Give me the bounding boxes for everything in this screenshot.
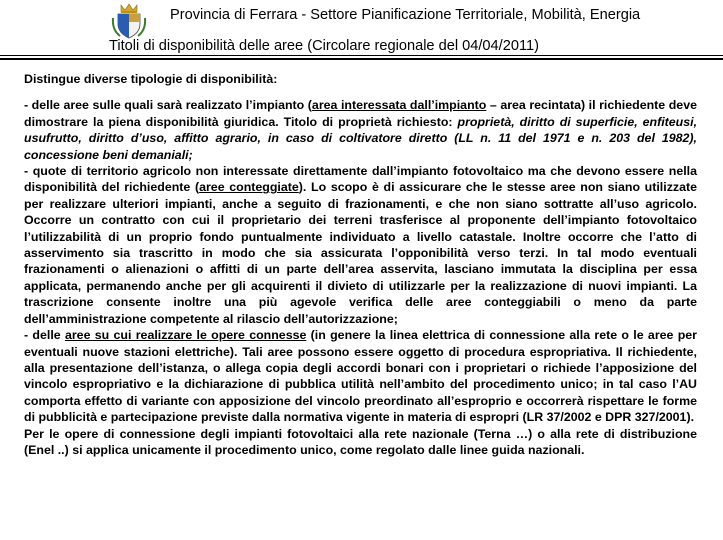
text-segment: (in genere la linea elettrica di connessione alla rete o le aree per eventuali nuove stazioni elettriche). Tali aree possono essere oggetto di procedura espropriativa. Il richiedente, alla presentazione dell’istanza, o allega copia degli accordi bonari con i proprietari o richiede l’apposizione del vincolo espropriativo e la dichiarazione di pubblica utilità nell’ambito del procedimento unico; in tal caso l’AU comporta effetto di variante con apposizione del vincolo preordinato all’esproprio e occorrerà rispettare le forme di pubblicità e partecipazione previste dalla normativa vigente in materia di espropri (LR 37/2002 e DPR 327/2001). (24, 328, 698, 425)
intro-paragraph: Distingue diverse tipologie di disponibilità: (24, 72, 278, 86)
paragraph-aree-conteggiate (24, 163, 697, 327)
header-divider (0, 55, 723, 56)
page-title: Provincia di Ferrara - Settore Pianificazione Territoriale, Mobilità, Energia (170, 7, 641, 23)
underlined-term: aree conteggiate (199, 180, 299, 195)
text-segment: - delle aree sulle quali sarà realizzato l’impianto ( (24, 98, 312, 113)
italic-title-list: proprietà, diritto di superficie, enfiteusi, usufrutto, diritto d’uso, affitto agrario, in caso di coltivatore diretto (LL n. 11 del 1971 e n. 203 del 1982), concessione beni demaniali; (24, 114, 698, 162)
underlined-term: aree su cui realizzare le opere connesse (64, 328, 307, 343)
document-body (24, 71, 697, 458)
text-segment: ). Lo scopo è di assicurare che le stesse aree non siano utilizzate per realizzare ulteriori impianti, anche a seguito di frazionamenti, e che non siano sottratte all’uso agricolo. Occorre un contratto con cui il proprietario dei terreni trasferisce al proponente dell’impianto fotovoltaico l’utilizzabilità di un proprio fondo puntualmente individuato a livello catastale. Inoltre occorre che l’atto di asservimento sia trascritto in modo che sia assicurata l’opponibilità verso terzi. In tal modo eventuali frazionamenti o alienazioni o affitti di un parte dell’area asservita, lasciano immutata la disciplina per essa applicata, permanendo anche per gli acquirenti il divieto di utilizzarle per la realizzazione di nuovi impianti. La trascrizione consente inoltre una più agevole verifica delle aree conteggiabili o meno da parte dell’amministrazione competente al rilascio dell’autorizzazione; (24, 180, 697, 326)
underlined-term: area interessata dall’impianto (311, 98, 487, 113)
paragraph-impianto (24, 97, 697, 163)
page-subtitle: Titoli di disponibilità delle aree (Circolare regionale del 04/04/2011) (109, 38, 539, 54)
text-segment: - quote di territorio agricolo non interessate direttamente dall’impianto fotovoltaico ma che devono essere nella disponibilità del richiedente ( (24, 164, 697, 195)
closing-paragraph: Per le opere di connessione degli impianti fotovoltaici alla rete nazionale (Terna …) o alla rete di distribuzione (Enel ..) si applica unicamente il procedimento unico, come regolato dalle linee guida nazionali. (24, 426, 697, 457)
text-segment: – area recintata) il richiedente deve dimostrare la piena disponibilità giuridica. Titolo di proprietà richiesto: (24, 98, 697, 129)
crest-icon (110, 2, 148, 40)
header-divider-thick (0, 58, 723, 60)
paragraph-opere-connesse (24, 327, 697, 425)
text-segment: - delle (24, 328, 65, 343)
